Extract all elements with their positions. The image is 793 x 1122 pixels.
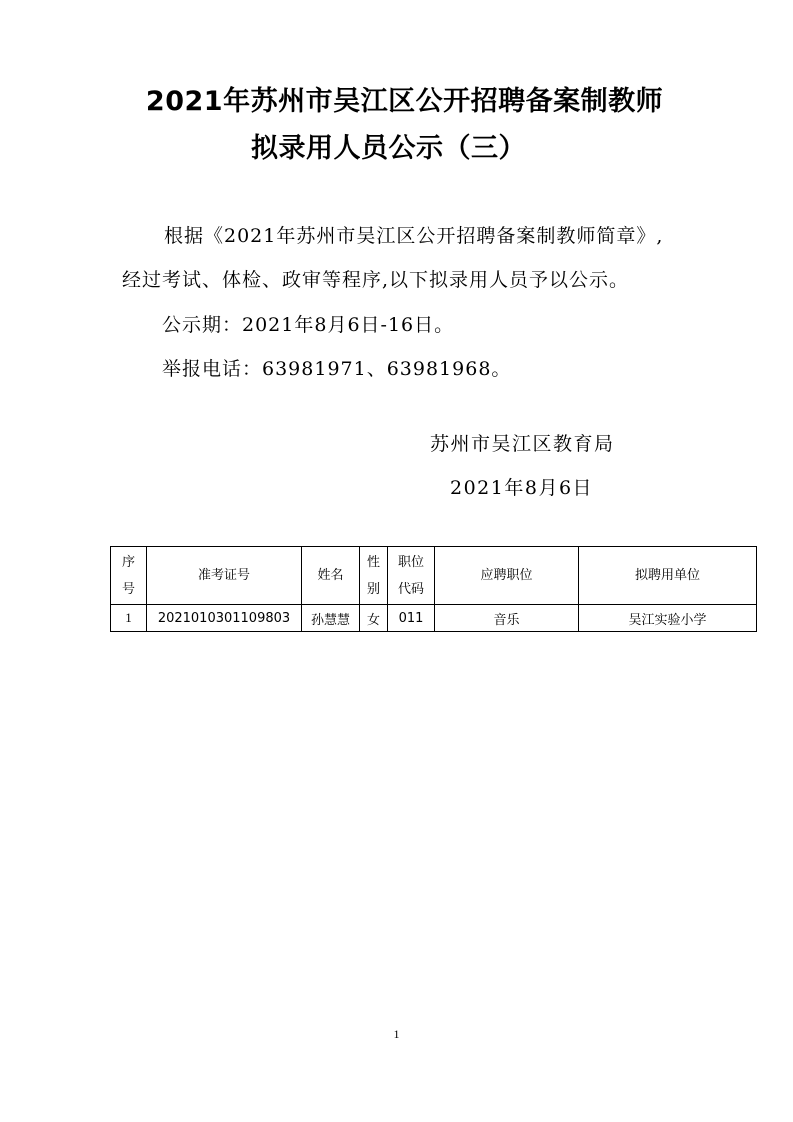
signature-date: 2021年8月6日 <box>450 477 594 499</box>
header-index: 序号 <box>111 547 147 605</box>
table-header-row <box>111 547 757 605</box>
cell-name: 孙慧慧 <box>302 605 360 632</box>
report-phone: 举报电话：63981971、63981968。 <box>162 358 512 380</box>
header-post: 应聘职位 <box>435 547 579 605</box>
intro-paragraph-line-1: 根据《2021年苏州市吴江区公开招聘备案制教师简章》, <box>164 225 664 247</box>
page-number: 1 <box>393 1027 400 1041</box>
document-title-line-1: 2021年苏州市吴江区公开招聘备案制教师 <box>145 86 664 117</box>
header-post-code: 职位代码 <box>388 547 435 605</box>
cell-gender: 女 <box>360 605 388 632</box>
header-unit: 拟聘用单位 <box>579 547 757 605</box>
intro-paragraph-line-2: 经过考试、体检、政审等程序,以下拟录用人员予以公示。 <box>122 269 630 291</box>
cell-exam-id: 2021010301109803 <box>147 605 302 632</box>
notice-period: 公示期：2021年8月6日-16日。 <box>162 314 455 336</box>
cell-post: 音乐 <box>435 605 579 632</box>
candidate-table <box>110 546 757 632</box>
document-title-line-2: 拟录用人员公示（三） <box>251 133 526 164</box>
cell-post-code: 011 <box>388 605 435 632</box>
header-name: 姓名 <box>302 547 360 605</box>
cell-index: 1 <box>111 605 147 632</box>
signature-organization: 苏州市吴江区教育局 <box>430 433 615 455</box>
header-gender: 性别 <box>360 547 388 605</box>
table-row <box>111 605 757 632</box>
cell-unit: 吴江实验小学 <box>579 605 757 632</box>
header-exam-id: 准考证号 <box>147 547 302 605</box>
